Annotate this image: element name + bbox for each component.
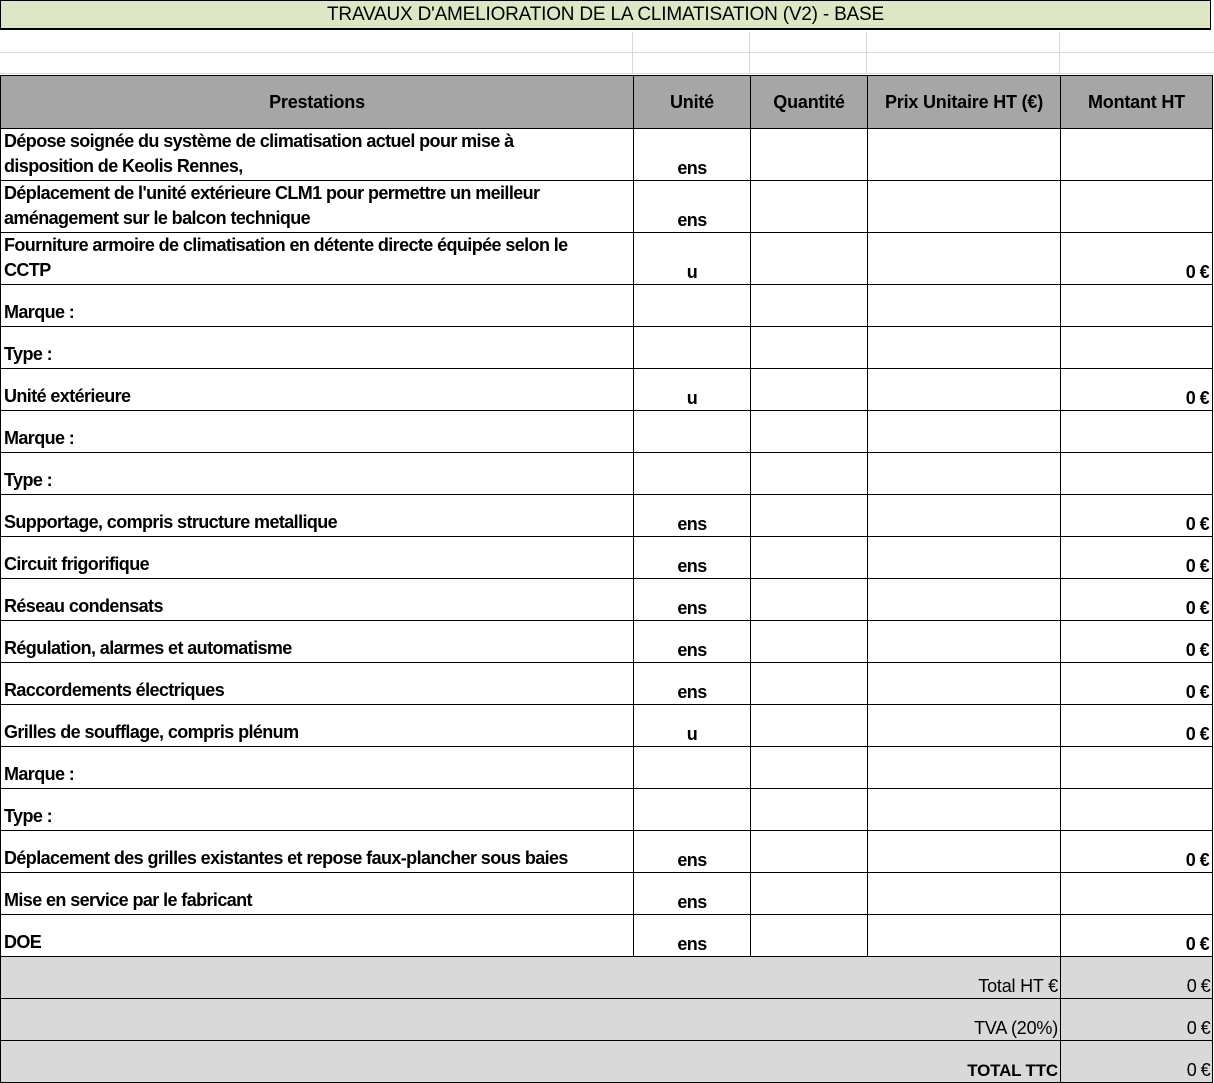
cell-prestation[interactable]: DOE <box>1 915 634 957</box>
cell-prestation[interactable]: Réseau condensats <box>1 579 634 621</box>
cell-unite[interactable]: ens <box>634 831 751 873</box>
cell-prix-unitaire[interactable] <box>868 181 1061 233</box>
cell-montant[interactable]: 0 € <box>1061 621 1213 663</box>
table-row <box>1 705 1213 747</box>
cell-prix-unitaire[interactable] <box>868 327 1061 369</box>
cell-quantite[interactable] <box>751 285 868 327</box>
cell-prestation[interactable]: Unité extérieure <box>1 369 634 411</box>
total-ht-label[interactable]: Total HT € <box>1 957 1061 999</box>
cell-quantite[interactable] <box>751 663 868 705</box>
cell-montant[interactable]: 0 € <box>1061 495 1213 537</box>
cell-prix-unitaire[interactable] <box>868 537 1061 579</box>
cell-prix-unitaire[interactable] <box>868 129 1061 181</box>
table-row <box>1 233 1213 285</box>
header-prestations[interactable]: Prestations <box>1 76 634 129</box>
cell-quantite[interactable] <box>751 621 868 663</box>
cell-quantite[interactable] <box>751 537 868 579</box>
cell-prestation[interactable]: Marque : <box>1 747 634 789</box>
cell-prestation[interactable]: Raccordements électriques <box>1 663 634 705</box>
cell-montant[interactable]: 0 € <box>1061 369 1213 411</box>
tva-value[interactable]: 0 € <box>1061 999 1213 1041</box>
total-ttc-label[interactable]: TOTAL TTC <box>1 1041 1061 1083</box>
table-row <box>1 327 1213 369</box>
prestation-line: Fourniture armoire de climatisation en détente directe équipée selon le <box>4 235 568 255</box>
table-row <box>1 873 1213 915</box>
cell-prix-unitaire[interactable] <box>868 579 1061 621</box>
tva-label[interactable]: TVA (20%) <box>1 999 1061 1041</box>
table-row <box>1 369 1213 411</box>
cell-unite[interactable]: ens <box>634 129 751 181</box>
cell-quantite[interactable] <box>751 747 868 789</box>
cell-quantite[interactable] <box>751 789 868 831</box>
prestation-line: disposition de Keolis Rennes, <box>4 156 243 176</box>
cell-quantite[interactable] <box>751 873 868 915</box>
table-row <box>1 663 1213 705</box>
cell-prestation[interactable]: Mise en service par le fabricant <box>1 873 634 915</box>
cell-unite[interactable]: ens <box>634 621 751 663</box>
table-row <box>1 411 1213 453</box>
total-ttc-value[interactable]: 0 € <box>1061 1041 1213 1083</box>
cell-quantite[interactable] <box>751 579 868 621</box>
cell-unite[interactable]: ens <box>634 495 751 537</box>
cell-unite[interactable]: ens <box>634 579 751 621</box>
cell-unite[interactable] <box>634 327 751 369</box>
header-montant[interactable]: Montant HT <box>1061 76 1213 129</box>
cell-montant[interactable]: 0 € <box>1061 831 1213 873</box>
cell-prix-unitaire[interactable] <box>868 915 1061 957</box>
cell-unite[interactable] <box>634 285 751 327</box>
prestation-line: CCTP <box>4 260 51 280</box>
cell-quantite[interactable] <box>751 705 868 747</box>
header-row <box>1 76 1213 129</box>
cell-prestation[interactable]: Marque : <box>1 285 634 327</box>
cell-montant[interactable] <box>1061 453 1213 495</box>
cell-quantite[interactable] <box>751 369 868 411</box>
table-row <box>1 453 1213 495</box>
cell-montant[interactable]: 0 € <box>1061 579 1213 621</box>
table-row <box>1 915 1213 957</box>
table-row <box>1 285 1213 327</box>
cell-prestation[interactable]: Supportage, compris structure metallique <box>1 495 634 537</box>
cell-prestation[interactable]: Marque : <box>1 411 634 453</box>
sheet-title: TRAVAUX D'AMELIORATION DE LA CLIMATISATION (V2) - BASE <box>0 0 1211 30</box>
table-row <box>1 831 1213 873</box>
cell-prestation[interactable]: Régulation, alarmes et automatisme <box>1 621 634 663</box>
cell-prestation[interactable]: Type : <box>1 789 634 831</box>
table-row <box>1 537 1213 579</box>
table-row <box>1 747 1213 789</box>
cell-prix-unitaire[interactable] <box>868 789 1061 831</box>
cell-montant[interactable] <box>1061 873 1213 915</box>
cell-unite[interactable]: ens <box>634 181 751 233</box>
cell-montant[interactable] <box>1061 285 1213 327</box>
cell-quantite[interactable] <box>751 495 868 537</box>
prestation-line: aménagement sur le balcon technique <box>4 208 311 228</box>
header-prix-unitaire[interactable]: Prix Unitaire HT (€) <box>868 76 1061 129</box>
cell-montant[interactable] <box>1061 411 1213 453</box>
cell-prix-unitaire[interactable] <box>868 233 1061 285</box>
cell-quantite[interactable] <box>751 233 868 285</box>
cell-unite[interactable]: ens <box>634 663 751 705</box>
total-ht-value[interactable]: 0 € <box>1061 957 1213 999</box>
cell-prestation[interactable]: Type : <box>1 453 634 495</box>
cell-prix-unitaire[interactable] <box>868 621 1061 663</box>
cell-prix-unitaire[interactable] <box>868 285 1061 327</box>
cell-unite[interactable]: ens <box>634 537 751 579</box>
table-row <box>1 129 1213 181</box>
cell-montant[interactable]: 0 € <box>1061 705 1213 747</box>
cell-unite[interactable] <box>634 747 751 789</box>
cell-unite[interactable]: u <box>634 369 751 411</box>
empty-row[interactable] <box>0 53 1214 74</box>
cell-montant[interactable]: 0 € <box>1061 233 1213 285</box>
cell-prestation[interactable]: Grilles de soufflage, compris plénum <box>1 705 634 747</box>
prestation-line: Dépose soignée du système de climatisation actuel pour mise à <box>4 131 514 151</box>
cell-quantite[interactable] <box>751 453 868 495</box>
cell-prestation[interactable]: Type : <box>1 327 634 369</box>
cell-quantite[interactable] <box>751 915 868 957</box>
cell-prix-unitaire[interactable] <box>868 495 1061 537</box>
cell-unite[interactable] <box>634 453 751 495</box>
table-row <box>1 789 1213 831</box>
cell-quantite[interactable] <box>751 411 868 453</box>
tva-row <box>1 999 1213 1041</box>
prestation-line: Déplacement de l'unité extérieure CLM1 pour permettre un meilleur <box>4 183 540 203</box>
cell-unite[interactable]: u <box>634 705 751 747</box>
cell-montant[interactable] <box>1061 181 1213 233</box>
cell-prestation[interactable]: Circuit frigorifique <box>1 537 634 579</box>
cell-montant[interactable] <box>1061 747 1213 789</box>
cell-quantite[interactable] <box>751 327 868 369</box>
empty-row[interactable] <box>0 32 1214 53</box>
table-row <box>1 181 1213 233</box>
cell-prestation[interactable] <box>1 129 634 181</box>
cell-montant[interactable] <box>1061 327 1213 369</box>
cell-prix-unitaire[interactable] <box>868 705 1061 747</box>
total-ht-row <box>1 957 1213 999</box>
cell-prix-unitaire[interactable] <box>868 831 1061 873</box>
table-row <box>1 621 1213 663</box>
cell-montant[interactable] <box>1061 789 1213 831</box>
header-unite[interactable]: Unité <box>634 76 751 129</box>
cell-prestation[interactable] <box>1 181 634 233</box>
cell-unite[interactable]: u <box>634 233 751 285</box>
cell-prix-unitaire[interactable] <box>868 453 1061 495</box>
cell-prix-unitaire[interactable] <box>868 663 1061 705</box>
quote-table <box>0 75 1213 1083</box>
cell-prestation[interactable] <box>1 233 634 285</box>
table-row <box>1 495 1213 537</box>
cell-quantite[interactable] <box>751 129 868 181</box>
cell-unite[interactable]: ens <box>634 873 751 915</box>
cell-quantite[interactable] <box>751 831 868 873</box>
cell-montant[interactable] <box>1061 129 1213 181</box>
cell-prestation[interactable]: Déplacement des grilles existantes et repose faux-plancher sous baies <box>1 831 634 873</box>
table-row <box>1 579 1213 621</box>
cell-unite[interactable] <box>634 789 751 831</box>
cell-unite[interactable]: ens <box>634 915 751 957</box>
cell-prix-unitaire[interactable] <box>868 873 1061 915</box>
cell-prix-unitaire[interactable] <box>868 411 1061 453</box>
header-quantite[interactable]: Quantité <box>751 76 868 129</box>
cell-unite[interactable] <box>634 411 751 453</box>
cell-montant[interactable]: 0 € <box>1061 663 1213 705</box>
cell-montant[interactable]: 0 € <box>1061 915 1213 957</box>
cell-montant[interactable]: 0 € <box>1061 537 1213 579</box>
cell-prix-unitaire[interactable] <box>868 747 1061 789</box>
cell-prix-unitaire[interactable] <box>868 369 1061 411</box>
cell-quantite[interactable] <box>751 181 868 233</box>
total-ttc-row <box>1 1041 1213 1083</box>
